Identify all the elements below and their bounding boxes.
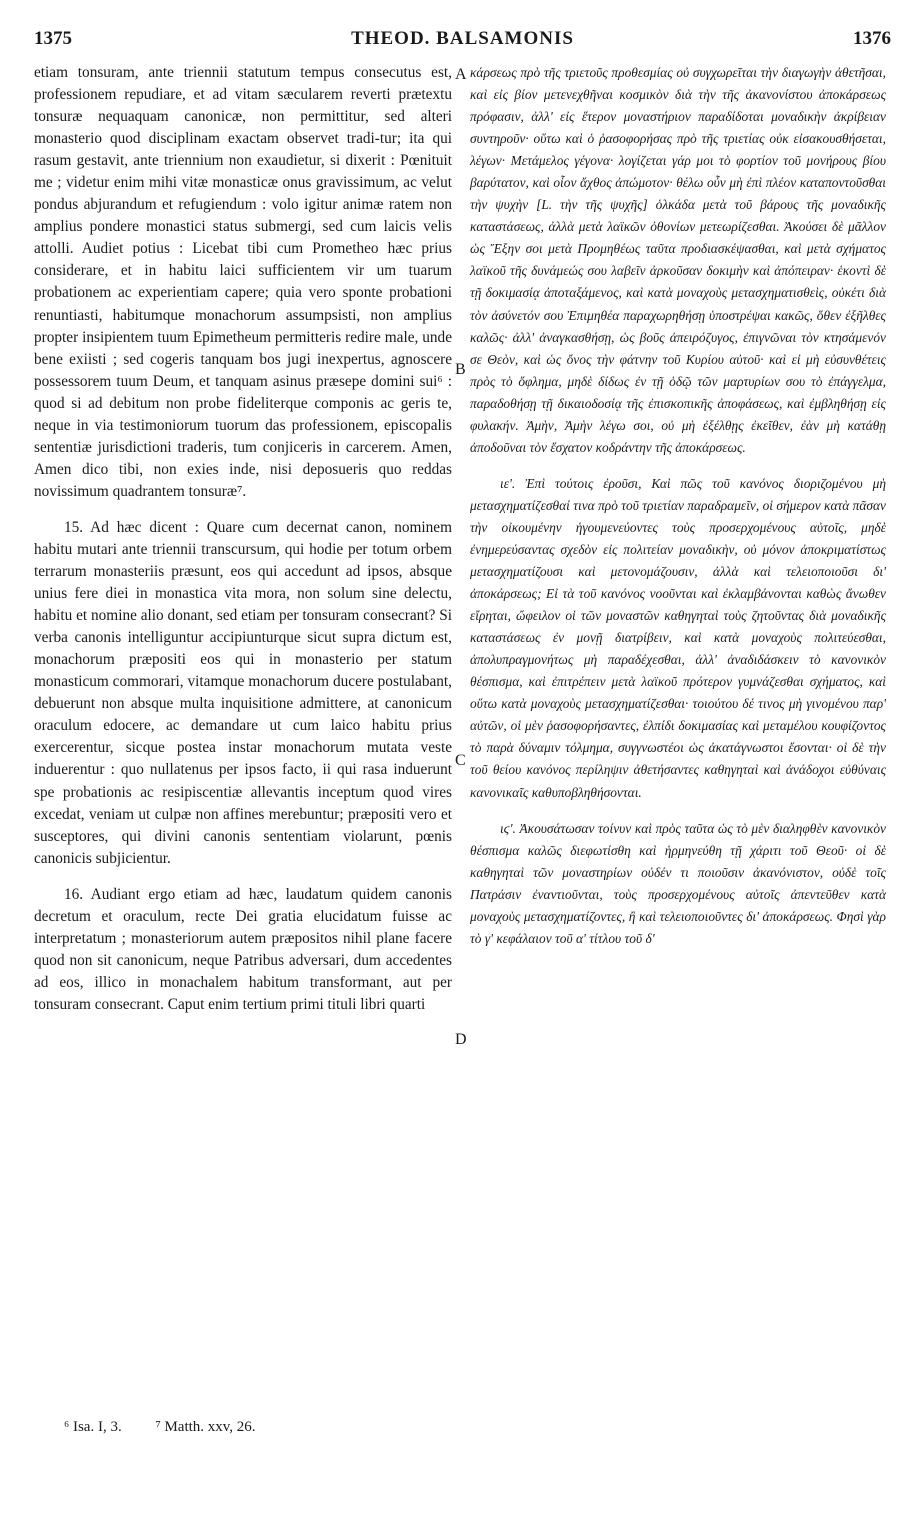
footnote-6: ⁶ Isa. I, 3. bbox=[64, 1419, 122, 1435]
margin-letter-b: B bbox=[455, 361, 466, 378]
page-number-right: 1376 bbox=[853, 28, 891, 49]
greek-paragraph-1: κάρσεως πρὸ τῆς τριετοῦς προθεσμίας οὐ συγχωρεῖται τὴν διαγωγὴν ἀθετῆσαι, καὶ εἰς βίον μετενεχθῆναι κοσμικὸν διὰ τὴν τῆς ἀκανονίστου ἀποκάρσεως πρόφασιν, ἀλλ' εἰς ἕτερον μοναστήριον παραδίδοται μοναδικὴν ἀκρίβειαν συντηροῦν· οὕτω καὶ ὁ ῥασοφορήσας πρὸ τῆς τριετίας οὐκ εἰσακουσθήσεται, λέγων· Μετάμελος γέγονα· λογίζεται γάρ μοι τὸ φορτίον τοῦ μονήρους βίου βαρύτατον, καὶ οἷον ἄχθος ἀπώμοτον· θέλω οὖν μὴ ἐπὶ πλέον καταποντοῦσθαι τὴν ψυχὴν [L. τὴν τῆς ψυχῆς] ὁλκάδα μετὰ τοῦ βάρους τῆς μοναδικῆς καταστάσεως, ἀλλὰ μετὰ λαϊκῶν ὀθονίων μετεωρίζεσθαι. Ἀκούσει δὲ μᾶλλον ὡς Ἔξην σοι μετὰ Προμηθέως ταῦτα προδιασκέψασθαι, καὶ μετὰ σχήματος λαϊκοῦ τῆς δυνάμεώς σου λαβεῖν ἀρκοῦσαν δοκιμὴν καὶ ἀπόπειραν· ἑκοντὶ δὲ τῇ δοκιμασίᾳ ἀποταξάμενος, καὶ κατὰ μοναχοὺς μετασχηματισθεὶς, οὐκέτι διὰ τὸν ἀσύνετόν σου Ἐπιμηθέα παραχωρηθήσῃ ὑποστρέψαι κακῶς, ὅθεν ἐξῆλθες καλῶς· ἀλλ' ἀναγκασθήσῃ, ὡς βοῦς ἀπειρόζυγος, ἐπιγνῶναι τὸν κτησάμενόν σε Θεὸν, καὶ ὡς ὄνος τὴν φάτνην τοῦ Κυρίου αὐτοῦ· καὶ εἰ μὴ εὐσυνθέτεις πρὸς τὸ ὄφλημα, μηδὲ δίδως ἐν τῇ ὁδῷ τῶν μαρτυρίων σου τὸ ἐπάγγελμα, παραδοθήσῃ τῇ δικαιοδοσίᾳ τῆς ἐπισκοπικῆς ἀποφάσεως, καὶ ἐμβληθήσῃ εἰς φυλακήν. Ἀμὴν, Ἀμὴν λέγω σοι, οὐ μὴ ἐξέλθῃς ἐκεῖθεν, ἐὰν μὴ κατάθῃ ἀποδοῦναι τὸν ἔσχατον κοδράντην τῆς ἀποκάρσεως. bbox=[470, 65, 886, 455]
latin-section-16: 16. Audiant ergo etiam ad hæc, laudatum quidem canonis decretum et oraculum, recte Dei gratia elucidatum fuisse ac interpretatum ; monasteriorum autem præpositos nihil plane facere quod non sit canonicum, neque Patribus adversari, dum accedentes ad eos, illico in monachalem habitum transformant, aut per tonsuram consecrant. Caput enim tertium primi tituli libri quarti bbox=[34, 885, 452, 1013]
greek-column bbox=[470, 62, 886, 950]
latin-section-15: 15. Ad hæc dicent : Quare cum decernat canon, nominem habitu mutari ante triennii transcursum, qui hodie per totum orbem terrarum monasteriis præsunt, eos qui accedunt ad ipsos, absque unius fere diei in monastica vita mora, non solum sine delectu, habitu et nomine alio donant, sed etiam per tonsuram consecrant? Si verba canonis intelliguntur accipiunturque sicut supra dictum est, monachorum præpositi eos qui in monasterio per statum monasticum commorari, vitamque monachorum ducere postulabant, debuerunt non absque multa inquisitione admittere, at canonicum oraculum edocere, ac demandare ut cum laico habitu prius exercerentur, sicque postea instar monachorum mutata veste induerentur : quo nullatenus per ipsos facto, ii qui rasa induerunt spe probationis ac resipiscentiæ allevantis inceptum quod vires excedat, veniam ut culpæ non affines merebuntur; præpositi vero et susceptores, qui divini canonis sententiam violarunt, pœnis canonicis subjicientur. bbox=[34, 518, 452, 867]
greek-section-16: ιϛ'. Ἀκουσάτωσαν τοίνυν καὶ πρὸς ταῦτα ὡς τὸ μὲν διαληφθὲν κανονικὸν θέσπισμα καλῶς διεφωτίσθη καὶ ἡρμηνεύθη τῇ χάριτι τοῦ Θεοῦ· οἱ δὲ καθηγηταὶ τῶν μοναστηρίων οὐδέν τι ποιοῦσιν ἀκανόνιστον, οὐδὲ τοῖς Πατράσιν ἐναντιοῦνται, τοὺς προσερχομένους αὐτοῖς ἀπεντεῦθεν κατὰ μοναχοὺς μετασχηματίζοντες, ἢ καὶ τελειοποιοῦντες δι' ἀποκάρσεως. Φησὶ γὰρ τὸ γ' κεφάλαιον τοῦ α' τίτλου τοῦ δ' bbox=[470, 820, 886, 946]
margin-letter-c: C bbox=[455, 752, 466, 769]
margin-letter-a: A bbox=[455, 66, 467, 83]
page-header bbox=[34, 28, 891, 54]
running-title: THEOD. BALSAMONIS bbox=[351, 28, 574, 49]
margin-letter-d: D bbox=[455, 1031, 467, 1048]
footnotes bbox=[64, 1419, 286, 1436]
latin-paragraph-1: etiam tonsuram, ante triennii statutum tempus consecutus est, professionem repudiare, et ad vitam sæcularem reverti prætextu tonsuræ nequaquam canonicæ, non permittitur, sed alteri monasterio quod disciplinam exactam observet tradi-tur; ita qui rasum gestavit, ante triennium non exaudietur, si dixerit : Pœnituit me ; videtur enim mihi vitæ monasticæ onus gravissimum, ac velut pondus abjurandum et refugiendum : volo igitur animæ ratem non amplius pondere monastici status submergi, sed cum laicis velis attolli. Audiet potius : Licebat tibi cum Prometheo hæc prius considerare, et in habitu laici sufficientem vir um tuarum probationem ac experientiam capere; quia vero sponte probationi renuntiasti, habitumque monachorum assumpsisti, non amplius propter insipientem tuum Epimetheum permitteris redire male, unde bene exiisti ; sed cogeris tanquam bos jugi inexpertus, agnoscere possessorem tuum Deum, et tanquam asinus præsepe domini sui⁶ : quod si ad debitum non probe fideliterque componis ac geris te, neque in via testimoniorum tuorum das professionem, episcopalis sententiæ jurisdictioni traderis, tum conjiceris in carcerem. Amen, Amen dico tibi, non exies inde, nisi deposueris quo reddas novissimum quadrantem tonsuræ⁷. bbox=[34, 64, 452, 500]
footnote-7: ⁷ Matth. xxv, 26. bbox=[155, 1419, 256, 1435]
greek-section-15: ιε'. Ἐπὶ τούτοις ἐροῦσι, Καὶ πῶς τοῦ κανόνος διοριζομένου μὴ μετασχηματίζεσθαί τινα πρὸ τοῦ τριετίαν παραδραμεῖν, οἱ σήμερον κατὰ πᾶσαν τὴν οἰκουμένην ἡγουμενεύοντες τοὺς προσερχομένους αὐτοῖς, μηδὲ ἐνημερεύσαντας σχεδὸν εἰς πολιτείαν μοναδικὴν, οὐ μόνον ἀποκριματίστως μετασχηματίζουσι καὶ μετονομάζουσιν, ἀλλὰ καὶ τελειοποιοῦσι δι' ἀποκάρσεως; Εἰ τὰ τοῦ κανόνος νοοῦνται καὶ ἐκλαμβάνονται καθὼς ἄνωθεν εἴρηται, ὤφειλον οἱ τῶν μοναστῶν καθηγηταὶ τοὺς ζητοῦντας διὰ μοναδικῆς καταστάσεως ἐν μονῇ διατρίβειν, καὶ κατὰ μοναχοὺς πολιτεύεσθαι, ἀπολυπραγμονήτως μὴ παραδέχεσθαι, ἀλλ' ἀναδιδάσκειν τὸ κανονικὸν θέσπισμα, καὶ ἐπιτρέπειν μετὰ λαϊκοῦ πρότερον γυμνάζεσθαι σχήματος, καὶ οὕτω κατὰ μοναχοὺς μετασχηματίζεσθαι· τοιούτου δέ τινος μὴ γινομένου παρ' αὐτῶν, οἱ μὲν ῥασοφορήσαντες, ἐλπίδι δοκιμασίας καὶ μεταμέλου κουφίζοντος τὸ παρὰ δύναμιν τόλμημα, συγγνωστέοι ὡς ἀκατάγνωστοι ἔσονται· οἱ δὲ τὴν τοῦ θείου κανόνος περίληψιν ἀθετήσαντες καθηγηταὶ καὶ ἀνάδοχοι εὐθύναις κανονικαῖς καθυποβληθήσονται. bbox=[470, 475, 886, 800]
latin-column bbox=[34, 62, 452, 1016]
page-number-left: 1375 bbox=[34, 28, 72, 49]
